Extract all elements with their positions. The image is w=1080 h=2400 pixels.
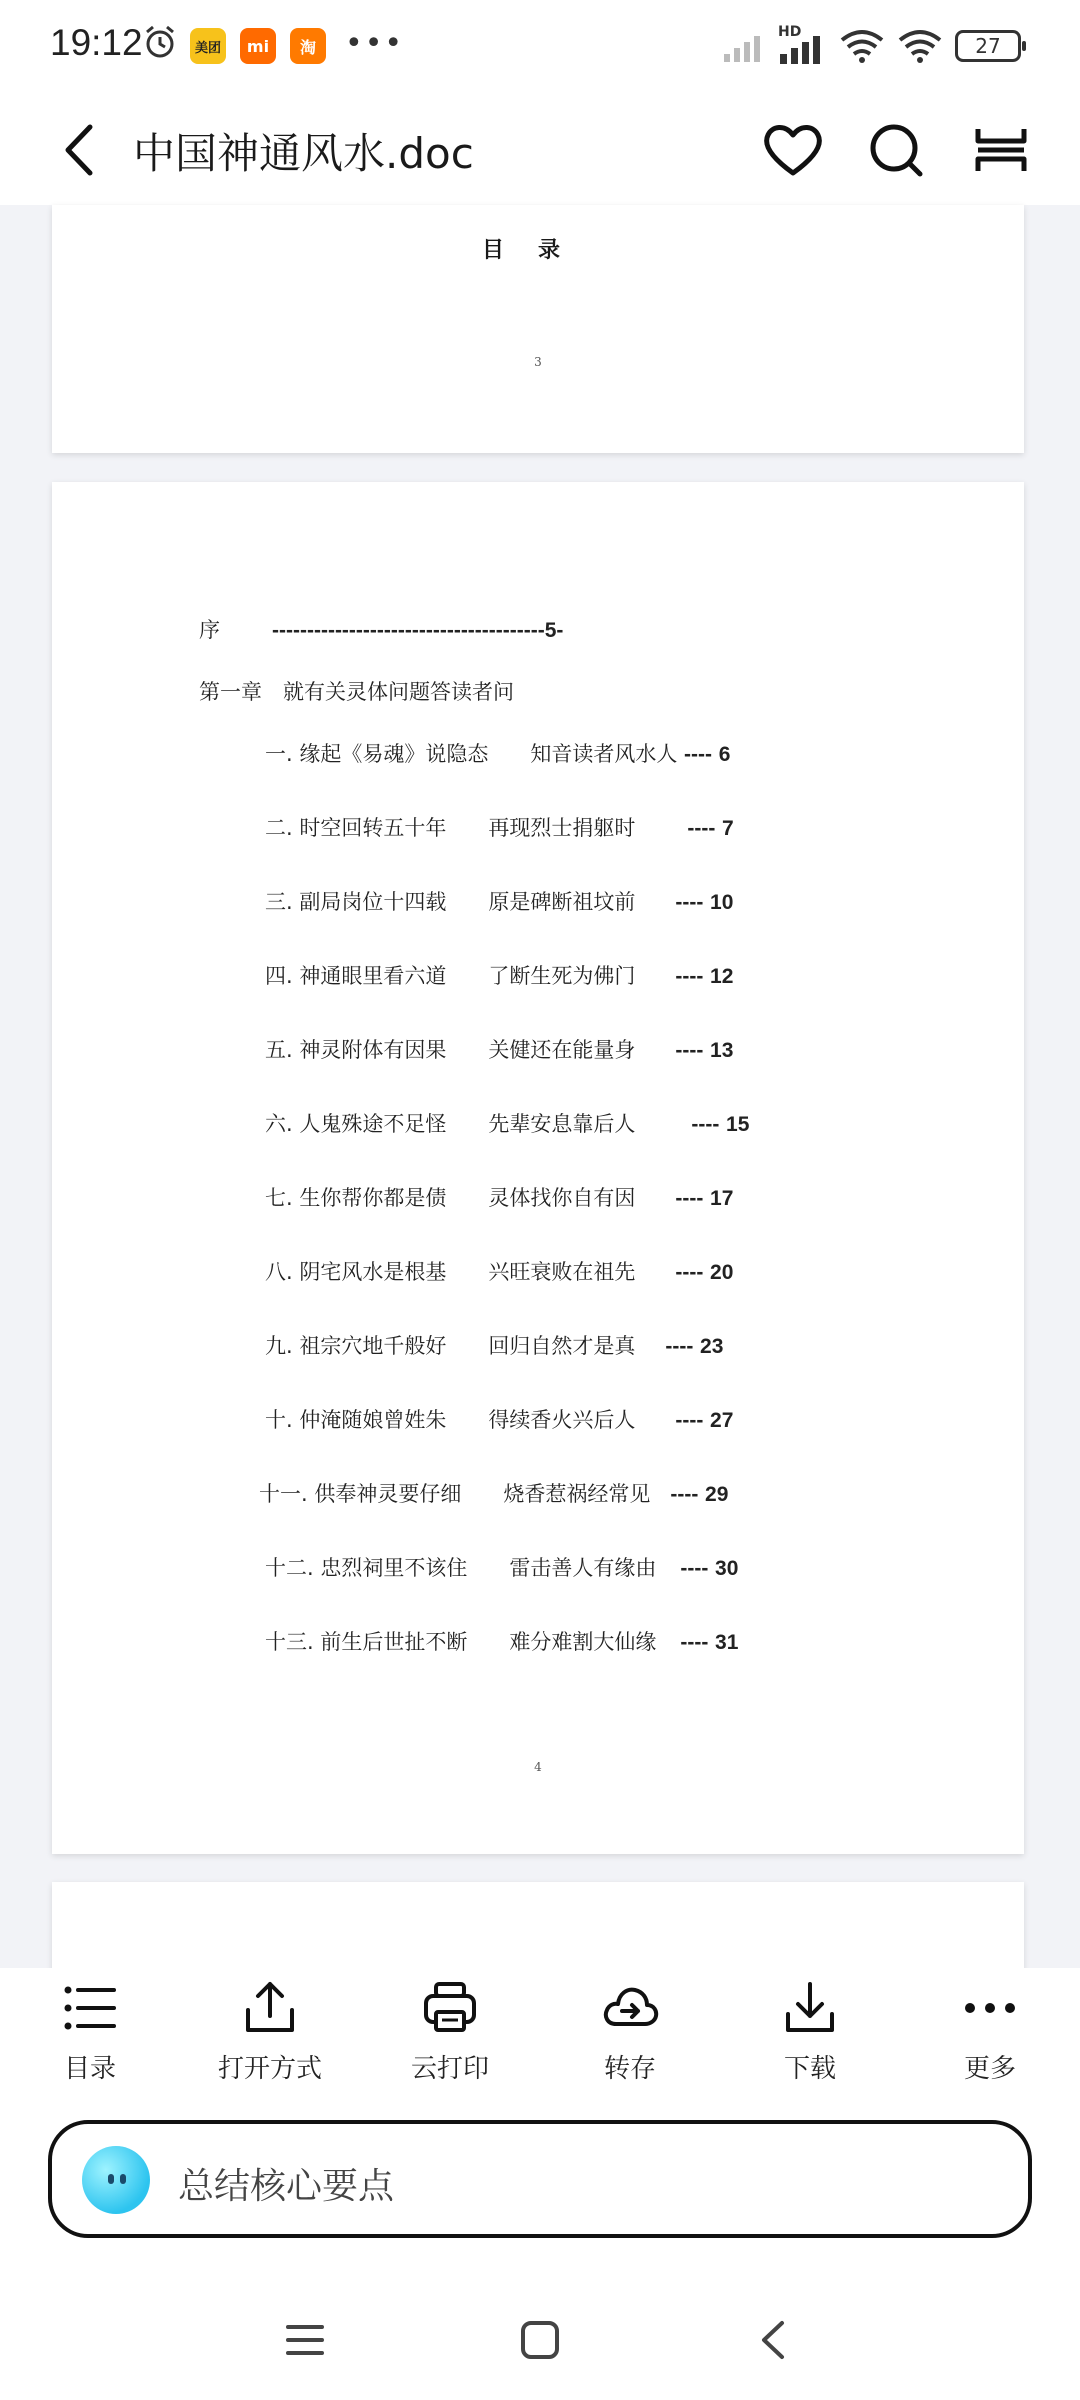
download-icon — [780, 1978, 840, 2038]
toc-line[interactable]: 七. 生你帮你都是债 灵体找你自有因 ---- 17 — [265, 1186, 734, 1210]
page-number: 4 — [534, 1760, 542, 1774]
toolbar-save-to-label: 转存 — [603, 2054, 656, 2084]
toolbar-more-label: 更多 — [963, 2054, 1016, 2084]
toc-line[interactable]: 六. 人鬼殊途不足怪 先辈安息靠后人 ---- 15 — [265, 1112, 750, 1136]
more-icon — [960, 1978, 1020, 2038]
app-header — [0, 95, 1080, 205]
toc-line[interactable]: 一. 缘起《易魂》说隐态 知音读者风水人 ---- 6 — [265, 742, 731, 766]
toc-line[interactable]: 十. 仲淹随娘曾姓朱 得续香火兴后人 ---- 27 — [265, 1408, 734, 1432]
toc-line[interactable]: 八. 阴宅风水是根基 兴旺衰败在祖先 ---- 20 — [265, 1260, 734, 1284]
status-time: 19:12 — [50, 22, 143, 63]
document-page-4[interactable] — [52, 482, 1024, 1854]
heart-icon[interactable] — [758, 115, 828, 185]
more-notifications-icon: ••• — [345, 26, 405, 61]
page-number: 3 — [534, 355, 542, 369]
recent-apps-icon[interactable] — [280, 2315, 330, 2365]
meituan-app-icon: 美团 — [190, 28, 226, 64]
signal-weak-icon — [722, 32, 768, 62]
toolbar-more-button[interactable] — [920, 1978, 1060, 2098]
toolbar-open-with-label: 打开方式 — [217, 2054, 322, 2084]
layout-icon[interactable] — [966, 115, 1036, 185]
home-icon[interactable] — [515, 2315, 565, 2365]
toolbar-open-with-button[interactable] — [200, 1978, 340, 2098]
toc-line[interactable]: 十一. 供奉神灵要仔细 烧香惹祸经常见 ---- 29 — [259, 1482, 729, 1506]
back-icon[interactable] — [750, 2315, 800, 2365]
toolbar-download-label: 下载 — [783, 2054, 836, 2084]
status-bar — [0, 0, 1080, 95]
battery-indicator: 27 — [955, 30, 1021, 62]
system-navigation-bar — [0, 2275, 1080, 2400]
toolbar-toc-label: 目录 — [63, 2054, 116, 2084]
toc-heading: 目录 — [481, 238, 594, 263]
toc-line[interactable]: 二. 时空回转五十年 再现烈士捐躯时 ---- 7 — [265, 816, 734, 840]
taobao-app-icon: 淘 — [290, 28, 326, 64]
search-icon[interactable] — [862, 115, 932, 185]
document-page-5[interactable] — [52, 1882, 1024, 1982]
toc-line[interactable]: 五. 神灵附体有因果 关健还在能量身 ---- 13 — [265, 1038, 734, 1062]
wifi-6-icon — [896, 28, 944, 64]
toc-line[interactable]: 三. 副局岗位十四载 原是碑断祖坟前 ---- 10 — [265, 890, 734, 914]
printer-icon — [420, 1978, 480, 2038]
bottom-toolbar — [0, 1968, 1080, 2100]
toolbar-cloud-print-button[interactable] — [380, 1978, 520, 2098]
mi-app-icon: mi — [240, 28, 276, 64]
toc-line[interactable]: 序 ---------------------------------------5- — [199, 618, 564, 642]
toolbar-cloud-print-label: 云打印 — [410, 2054, 489, 2084]
ai-summary-label: 总结核心要点 — [178, 2166, 395, 2207]
hd-label: HD — [778, 24, 802, 40]
wifi-icon — [838, 28, 886, 64]
toc-line[interactable]: 九. 祖宗穴地千般好 回归自然才是真 ---- 23 — [265, 1334, 724, 1358]
cloud-save-icon — [600, 1978, 660, 2038]
ai-assistant-area — [0, 2100, 1080, 2275]
share-icon — [240, 1978, 300, 2038]
list-icon — [60, 1978, 120, 2038]
assistant-avatar-icon — [82, 2146, 150, 2214]
toc-chapter[interactable]: 第一章 就有关灵体问题答读者问 — [199, 680, 514, 704]
toc-line[interactable]: 十二. 忠烈祠里不该住 雷击善人有缘由 ---- 30 — [265, 1556, 739, 1580]
toolbar-save-to-button[interactable] — [560, 1978, 700, 2098]
document-page-3[interactable] — [52, 205, 1024, 453]
signal-strong-icon — [778, 36, 826, 64]
toolbar-download-button[interactable] — [740, 1978, 880, 2098]
toc-line[interactable]: 十三. 前生后世扯不断 难分难割大仙缘 ---- 31 — [265, 1630, 739, 1654]
back-arrow-icon[interactable] — [52, 115, 112, 185]
document-title: 中国神通风水.doc — [133, 129, 474, 178]
ai-summary-button[interactable] — [48, 2120, 1032, 2238]
alarm-icon — [142, 24, 178, 60]
toolbar-toc-button[interactable] — [20, 1978, 160, 2098]
toc-line[interactable]: 四. 神通眼里看六道 了断生死为佛门 ---- 12 — [265, 964, 734, 988]
